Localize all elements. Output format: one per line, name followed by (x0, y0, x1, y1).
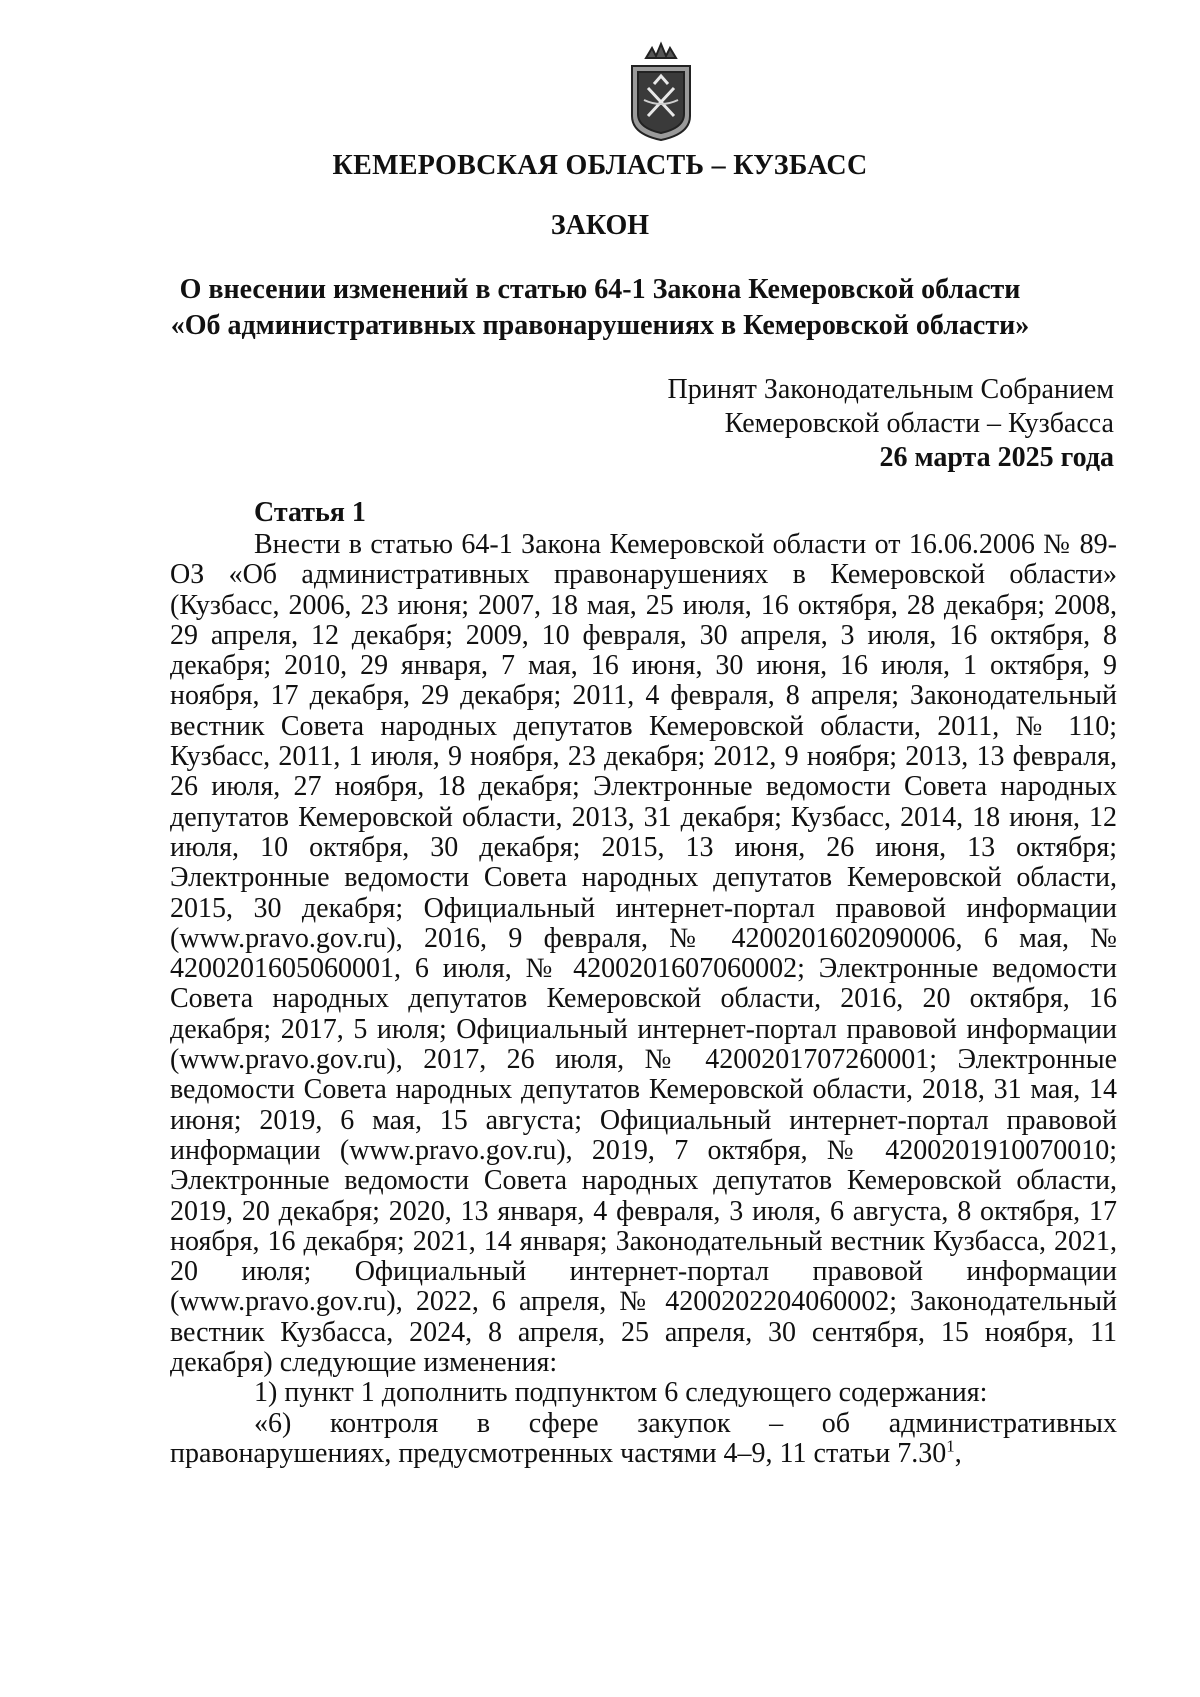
article-1-paragraph-1: Внести в статью 64-1 Закона Кемеровской области от 16.06.2006 № 89-ОЗ «Об административных правонарушениях в Кемеровской области» (Кузбасс, 2006, 23 июня; 2007, 18 мая, 25 июля, 16 октября, 28 декабря; 2008, 29 апреля, 12 декабря; 2009, 10 февраля, 30 апреля, 3 июля, 16 октября, 8 декабря; 2010, 29 января, 7 мая, 16 июня, 30 июня, 16 июля, 1 октября, 9 ноября, 17 декабря, 29 декабря; 2011, 4 февраля, 8 апреля; Законодательный вестник Совета народных депутатов Кемеровской области, 2011, № 110; Кузбасс, 2011, 1 июля, 9 ноября, 23 декабря; 2012, 9 ноября; 2013, 13 февраля, 26 июля, 27 ноября, 18 декабря; Электронные ведомости Совета народных депутатов Кемеровской области, 2013, 31 декабря; Кузбасс, 2014, 18 июня, 12 июля, 10 октября, 30 декабря; 2015, 13 июня, 26 июня, 13 октября; Электронные ведомости Совета народных депутатов Кемеровской области, 2015, 30 декабря; Официальный интернет-портал правовой информации (www.pravo.gov.ru), 2016, 9 февраля, № 4200201602090006, 6 мая, № 4200201605060001, 6 июля, № 4200201607060002; Электронные ведомости Совета народных депутатов Кемеровской области, 2016, 20 октября, 16 декабря; 2017, 5 июля; Официальный интернет-портал правовой информации (www.pravo.gov.ru), 2017, 26 июля, № 4200201707260001; Электронные ведомости Совета народных депутатов Кемеровской области, 2018, 31 мая, 14 июня; 2019, 6 мая, 15 августа; Официальный интернет-портал правовой информации (www.pravo.gov.ru), 2019, 7 октября, № 4200201910070010; Электронные ведомости Совета народных депутатов Кемеровской области, 2019, 20 декабря; 2020, 13 января, 4 февраля, 3 июля, 6 августа, 8 октября, 17 ноября, 16 декабря; 2021, 14 января; Законодательный вестник Кузбасса, 2021, 20 июля; Официальный интернет-портал правовой информации (www.pravo.gov.ru), 2022, 6 апреля, № 4200202204060002; Законодательный вестник Кузбасса, 2024, 8 апреля, 25 апреля, 30 сентября, 15 ноября, 11 декабря) следующие изменения: (170, 529, 1117, 1379)
article-1-body (170, 530, 1117, 1469)
paragraph-3-text: «6) контроля в сфере закупок – об административных правонарушениях, предусмотренных частями 4–9, 11 статьи 7.30 (170, 1407, 1117, 1469)
adoption-date: 26 марта 2025 года (879, 442, 1114, 473)
superscript-index: 1 (946, 1436, 955, 1456)
law-title (0, 272, 1200, 344)
article-1-paragraph-2: 1) пункт 1 дополнить подпунктом 6 следующего содержания: (254, 1377, 988, 1409)
coat-of-arms-icon (622, 38, 700, 142)
law-title-line-1: О внесении изменений в статью 64-1 Закона Кемеровской области (179, 274, 1021, 305)
adoption-line-1: Принят Законодательным Собранием (667, 374, 1114, 405)
law-title-line-2: «Об административных правонарушениях в Кемеровской области» (170, 310, 1030, 341)
paragraph-3-tail: , (954, 1437, 962, 1469)
document-type: ЗАКОН (550, 210, 650, 241)
article-1-paragraph-3 (170, 1409, 1117, 1470)
article-1-heading: Статья 1 (254, 497, 366, 528)
region-heading: КЕМЕРОВСКАЯ ОБЛАСТЬ – КУЗБАСС (332, 150, 868, 181)
adoption-block (668, 373, 1114, 475)
adoption-line-2: Кемеровской области – Кузбасса (724, 408, 1114, 439)
